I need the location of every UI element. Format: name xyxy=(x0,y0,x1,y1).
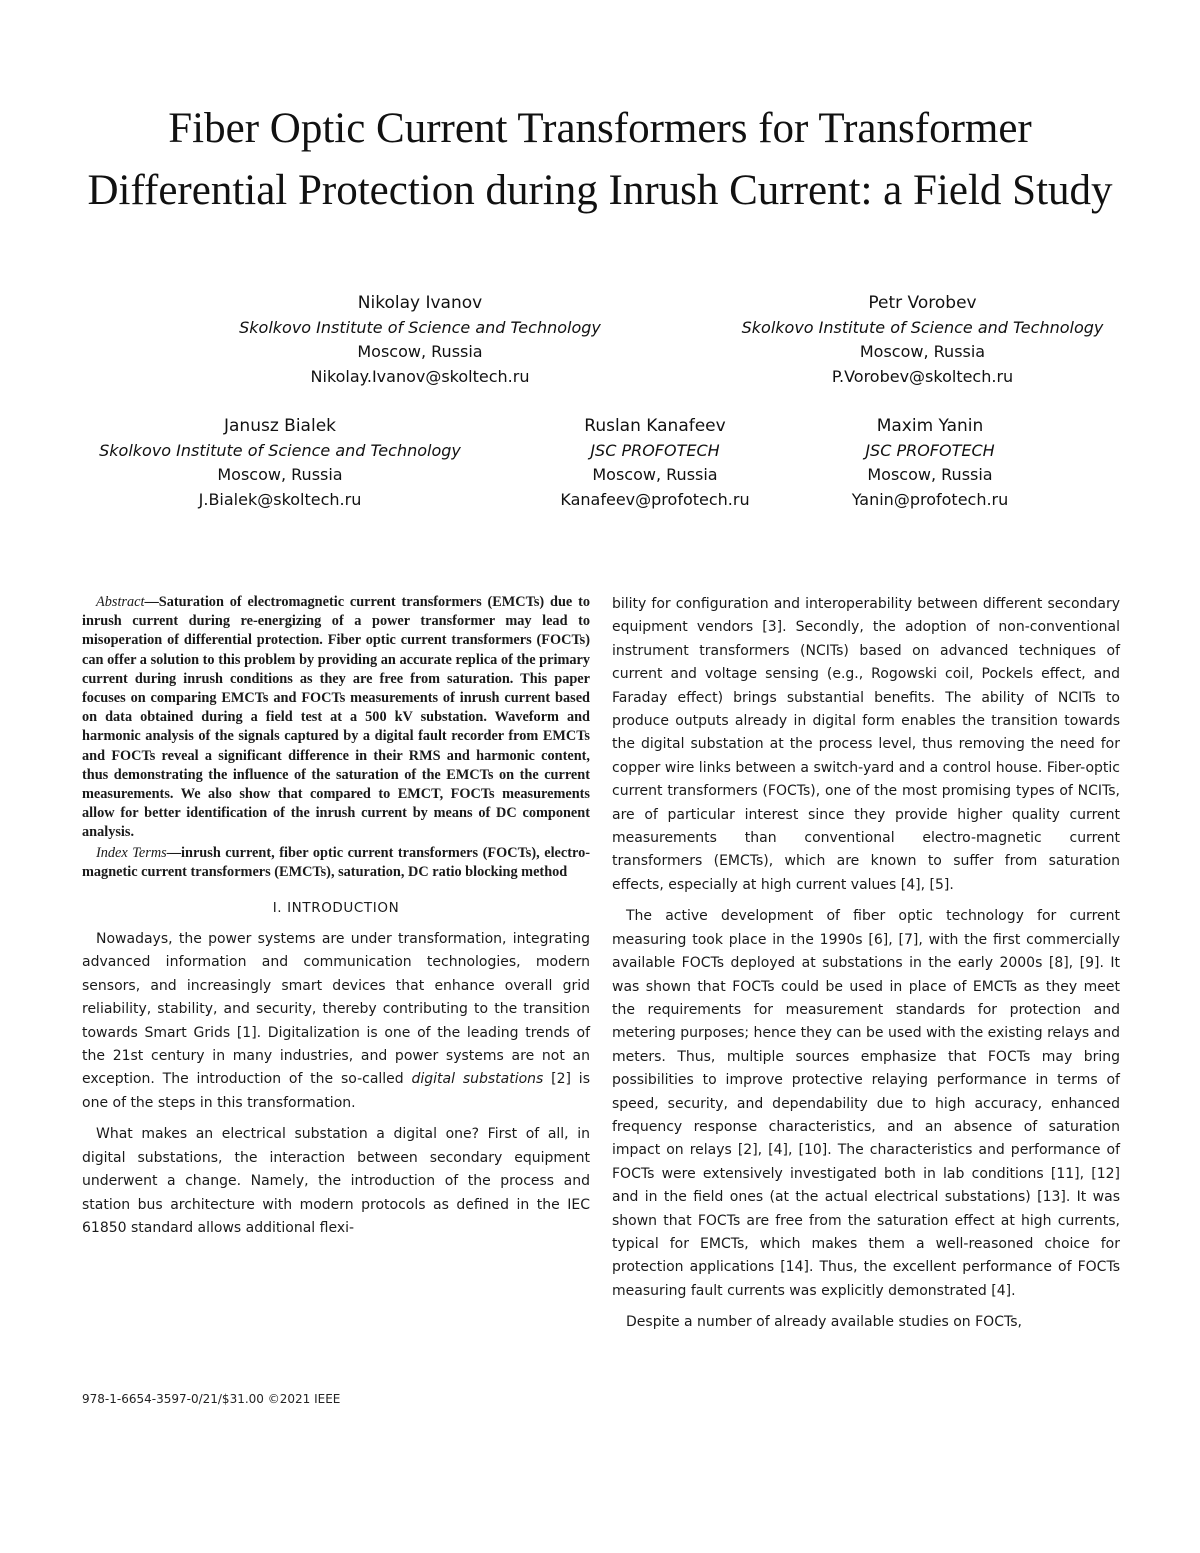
index-terms xyxy=(82,844,590,882)
author-email: Nikolay.Ivanov@skoltech.ru xyxy=(310,366,530,386)
right-column xyxy=(612,593,1120,1335)
author-location: Moscow, Russia xyxy=(217,465,343,485)
author-affiliation: Skolkovo Institute of Science and Technology xyxy=(99,440,461,460)
author-name: Nikolay Ivanov xyxy=(357,293,483,313)
left-column xyxy=(82,593,590,1240)
author-location: Moscow, Russia xyxy=(867,465,993,485)
author-block xyxy=(505,414,805,512)
author-block xyxy=(780,414,1080,512)
intro-paragraph xyxy=(82,928,590,1115)
author-email: Yanin@profotech.ru xyxy=(851,489,1009,509)
author-name: Janusz Bialek xyxy=(224,416,336,436)
author-name: Ruslan Kanafeev xyxy=(584,416,726,436)
author-affiliation: JSC PROFOTECH xyxy=(865,440,995,460)
intro-paragraph: The active development of fiber optic technology for current measuring took place in the 1990s [6], [7], with the first commercially available FOCTs deployed at substations in the early 2000s [8], [9]. It was shown that FOCTs could be used in place of EMCTs as they meet the requirements for measurement standards for protection and metering purposes; hence they can be used with the existing relays and meters. Thus, multiple sources emphasize that FOCTs may bring possibilities to improve protective relaying performance in terms of speed, security, and dependability due to high accuracy, enhanced frequency response characteristics, and an absence of saturation impact on relays [2], [4], [10]. The characteristics and performance of FOCTs were extensively investigated both in lab conditions [11], [12] and in the field ones (at the actual electrical substations) [13]. It was shown that FOCTs are free from the saturation effect at high currents, typical for EMCTs, which makes them a well-reasoned choice for protection applications [14]. Thus, the excellent performance of FOCTs measuring fault currents was explicitly demonstrated [4]. xyxy=(612,908,1120,1299)
abstract xyxy=(82,593,590,843)
intro-emphasis: digital substations xyxy=(411,1071,544,1088)
author-block xyxy=(700,291,1145,389)
author-email: Kanafeev@profotech.ru xyxy=(560,489,750,509)
section-heading: I. INTRODUCTION xyxy=(272,900,400,917)
index-terms-label: Index Terms xyxy=(96,844,167,861)
abstract-label: Abstract xyxy=(96,594,145,610)
abstract-text: —Saturation of electromagnetic current transformers (EMCTs) due to inrush current during re-energizing of a power transformer may lead to misoperation of differential protection. Fiber optic current transformers (FOCTs) can offer a solution to this problem by providing an accurate replica of the primary current during inrush conditions as they are free from saturation. This paper focuses on comparing EMCTs and FOCTs measurements of inrush current based on data obtained during a field test at a 500 kV substation. Waveform and harmonic analysis of the signals captured by a digital fault recorder from EMCTs and FOCTs reveal a significant difference in their RMS and harmonic content, thus demonstrating the influence of the saturation of the EMCTs on the current measurements. We also show that compared to EMCT, FOCTs measurements allow for better identification of the inrush current by means of DC component analysis. xyxy=(82,594,590,841)
author-email: J.Bialek@skoltech.ru xyxy=(198,489,362,509)
author-affiliation: JSC PROFOTECH xyxy=(590,440,720,460)
intro-text: Nowadays, the power systems are under transformation, integrating advanced information and communication technologies, modern sensors, and increasingly smart devices that enhance overall grid reliability, stability, and security, thereby contributing to the transition towards Smart Grids [1]. Digitalization is one of the leading trends of the 21st century in many industries, and power systems are not an exception. The introduction of the so-called xyxy=(82,931,590,1088)
author-affiliation: Skolkovo Institute of Science and Technology xyxy=(239,317,601,337)
author-location: Moscow, Russia xyxy=(357,342,483,362)
intro-paragraph: What makes an electrical substation a digital one? First of all, in digital substations, the interaction between secondary equipment underwent a change. Namely, the introduction of the process and station bus architecture with modern protocols as defined in the IEC 61850 standard allows additional flexi- xyxy=(82,1126,590,1236)
author-email: P.Vorobev@skoltech.ru xyxy=(831,366,1014,386)
author-name: Maxim Yanin xyxy=(876,416,984,436)
copyright-footer: 978-1-6654-3597-0/21/$31.00 ©2021 IEEE xyxy=(82,1392,341,1406)
intro-paragraph: Despite a number of already available studies on FOCTs, xyxy=(626,1314,1022,1331)
author-location: Moscow, Russia xyxy=(859,342,986,362)
paper-title: Fiber Optic Current Transformers for Transformer Differential Protection during Inrush Current: a Field Study xyxy=(87,105,1113,214)
author-location: Moscow, Russia xyxy=(592,465,718,485)
author-block xyxy=(200,291,640,389)
intro-text: [2] is one of the steps in this transformation. xyxy=(82,1071,590,1111)
author-affiliation: Skolkovo Institute of Science and Technology xyxy=(741,317,1104,337)
intro-paragraph-continued: bility for configuration and interoperability between different secondary equipment vendors [3]. Secondly, the adoption of non-conventional instrument transformers (NCITs) based on advanced techniques of current and voltage sensing (e.g., Rogowski coil, Pockels effect, and Faraday effect) brings substantial benefits. The ability of NCITs to produce outputs already in digital form enables the transition towards the digital substation at the process level, thus removing the need for copper wire links between a switch-yard and a control house. Fiber-optic current transformers (FOCTs), one of the most promising types of NCITs, are of particular interest since they provide higher quality current measurements than conventional electro-magnetic current transformers (EMCTs), which are known to suffer from saturation effects, especially at high current values [4], [5]. xyxy=(612,596,1120,893)
author-name: Petr Vorobev xyxy=(868,293,977,313)
author-block xyxy=(80,414,480,512)
index-terms-text: —inrush current, fiber optic current transformers (FOCTs), electro-magnetic current transformers (EMCTs), saturation, DC ratio blocking method xyxy=(82,844,591,880)
